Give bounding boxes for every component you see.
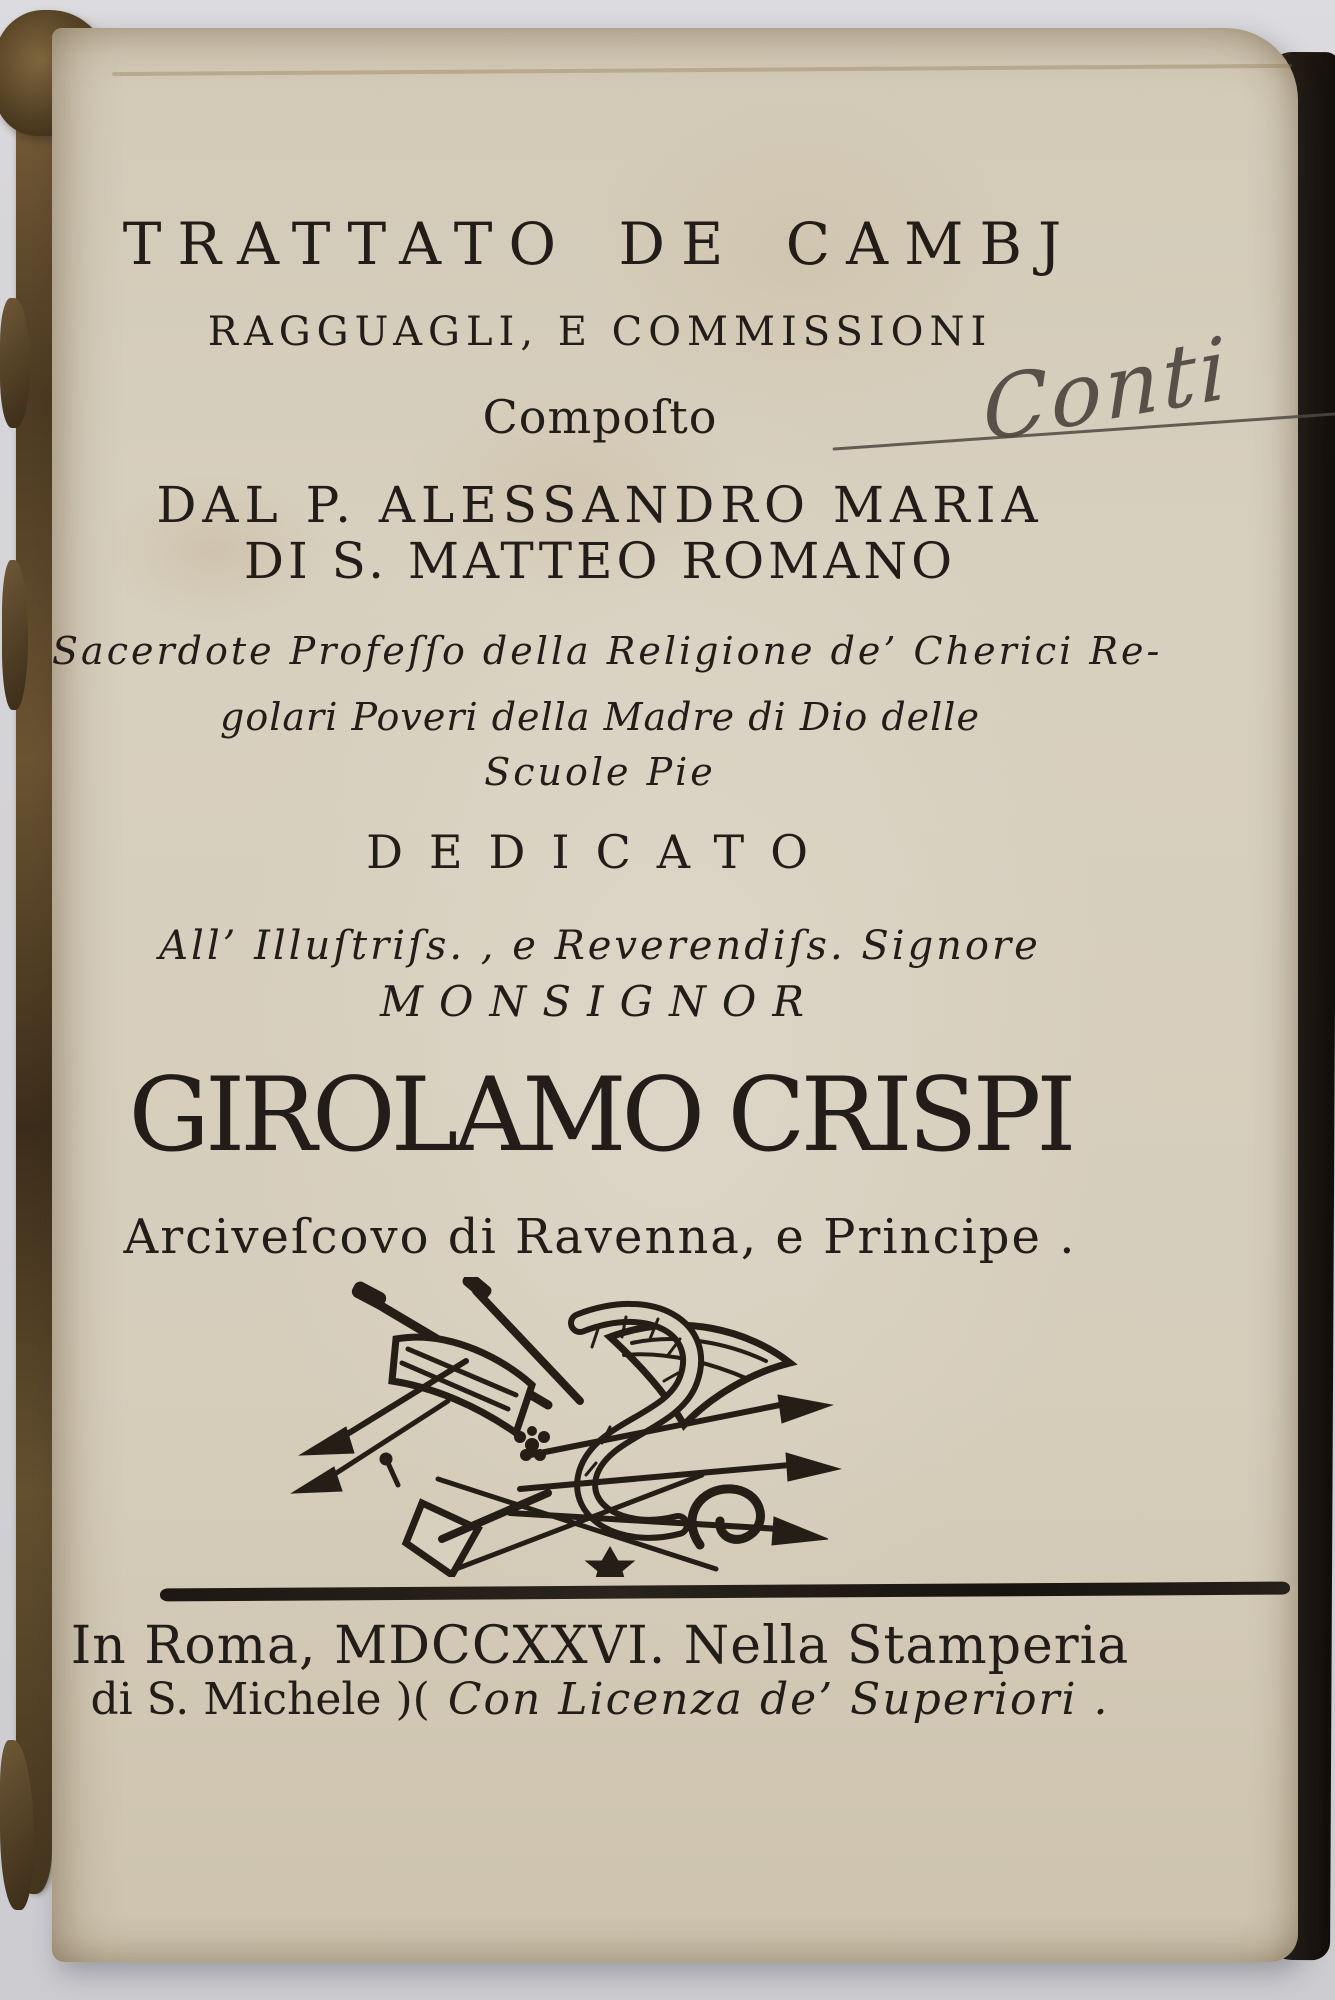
dedicatee-name: GIROLAMO CRISPI: [128, 1056, 1072, 1175]
spine-leather-fragment: [2, 560, 28, 710]
composed-label: Compoſto: [482, 390, 718, 444]
dedication-label: DEDICATO: [366, 825, 834, 879]
author-line-1: DAL P. ALESSANDRO MARIA: [156, 476, 1044, 534]
dedication-line-1: All’ Illuſtriſs. , e Reverendiſs. Signore: [159, 923, 1041, 969]
trophy-of-arms-vignette-icon: [280, 1277, 870, 1577]
spine-leather-fragment: [0, 298, 30, 428]
dedicatee-title: Arciveſcovo di Ravenna, e Principe .: [123, 1209, 1077, 1265]
imprint-line-2: [52, 1674, 1148, 1725]
imprint-line-2-roman: di S. Michele )(: [90, 1674, 430, 1725]
title-page: [52, 28, 1298, 1962]
page-top-edge: [112, 64, 1292, 76]
imprint-line-1: In Roma, MDCCXXVI. Nella Stamperia: [70, 1616, 1130, 1676]
author-description-line-3: Scuole Pie: [484, 750, 716, 794]
dedication-line-2: MONSIGNOR: [380, 977, 820, 1026]
author-line-2: DI S. MATTEO ROMANO: [243, 532, 957, 590]
imprint-divider-rule: [160, 1582, 1290, 1602]
author-description-line-2: golari Poveri della Madre di Dio delle: [220, 695, 980, 739]
author-description-line-1: Sacerdote Profeſſo della Religione de’ Cherici Re-: [52, 629, 1163, 673]
book-title-line-1: TRATTATO DE CAMBJ: [122, 210, 1078, 278]
handwritten-annotation: Conti: [981, 317, 1231, 463]
book-title-line-2: RAGGUAGLI, E COMMISSIONI: [207, 309, 993, 355]
imprint-line-2-italic: Con Licenza de’ Superiori .: [447, 1674, 1110, 1725]
